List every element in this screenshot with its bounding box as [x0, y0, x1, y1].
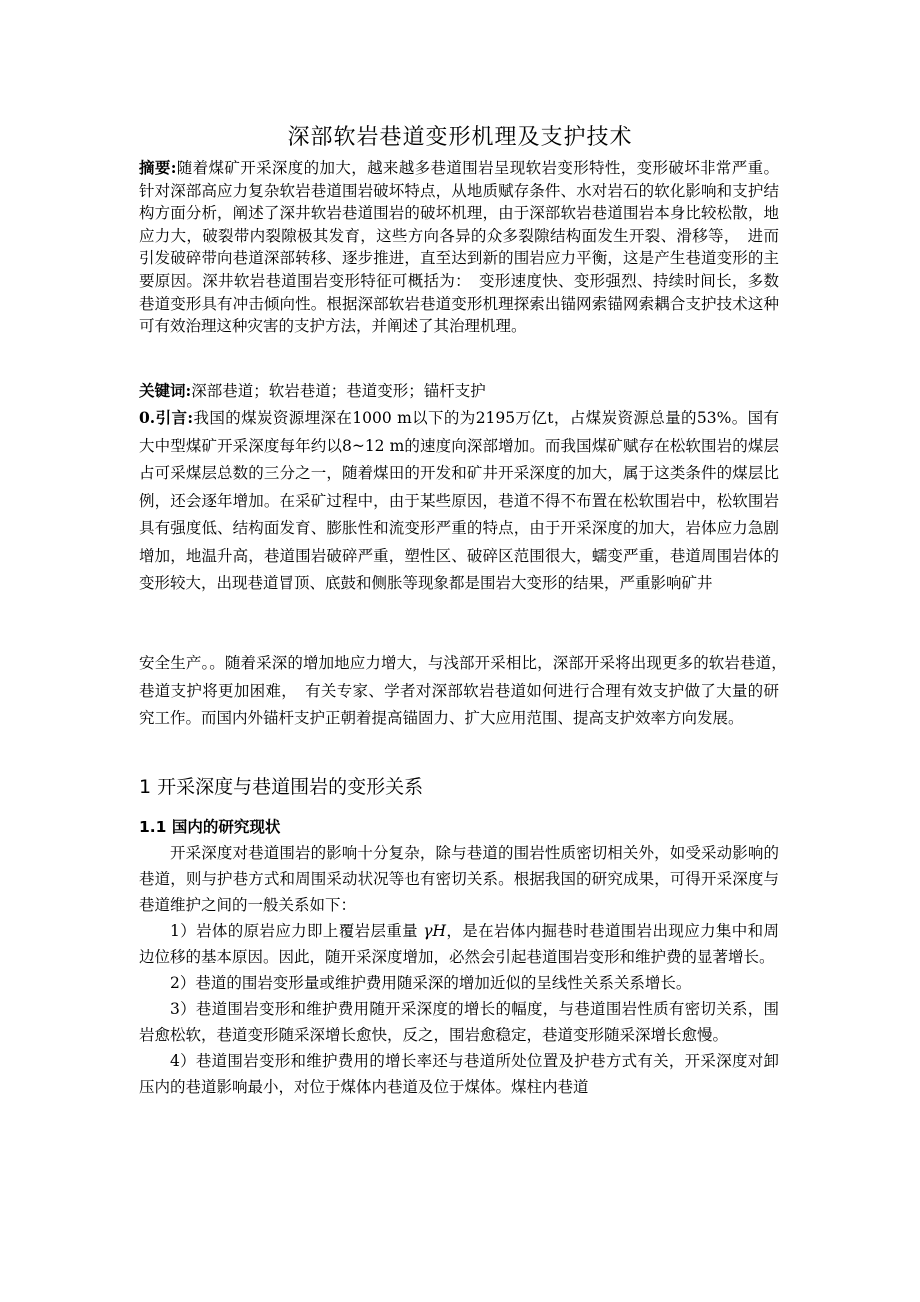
intro-text-part1: 我国的煤炭资源埋深在1000 m以下的为2195万亿t，占煤炭资源总量的53%。国有大中型煤矿开采深度每年约以8~12 m的速度向深部增加。而我国煤矿赋存在松软围岩的煤层占可采煤层总数的三分之一，随着煤田的开发和矿井开采深度的加大，属于这类条件的煤层比例，还会逐年增加。在采矿过程中，由于某些原因，巷道不得不布置在松软围岩中，松软围岩具有强度低、结构面发育、膨胀性和流变形严重的特点，由于开采深度的加大，岩体应力急剧增加，地温升高，巷道围岩破碎严重，塑性区、破碎区范围很大，蠕变严重，巷道周围岩体的变形较大，出现巷道冒顶、底鼓和侧胀等现象都是围岩大变形的结果，严重影响矿井 — [139, 409, 779, 592]
list-item-1 — [139, 918, 779, 970]
intro-label: 0.引言: — [139, 408, 194, 427]
document-title: 深部软岩巷道变形机理及支护技术 — [287, 125, 633, 150]
subsection-heading: 1.1 国内的研究现状 — [139, 818, 281, 836]
abstract-text: 随着煤矿开采深度的加大，越来越多巷道围岩呈现软岩变形特性，变形破坏非常严重。针对深部高应力复杂软岩巷道围岩破坏特点，从地质赋存条件、水对岩石的软化影响和支护结构方面分析，阐述了深井软岩巷道围岩的破坏机理，由于深部软岩巷道围岩本身比较松散，地应力大，破裂带内裂隙极其发育，这些方向各异的众多裂隙结构面发生开裂、滑移等， 进而引发破碎带向巷道深部转移、逐步推进，直至达到新的围岩应力平衡，这是产生巷道变形的主要原因。深井软岩巷道围岩变形特征可概括为： 变形速度快、变形强烈、持续时间长，多数巷道变形具有冲击倾向性。根据深部软岩巷道变形机理探索出锚网索锚网索耦合支护技术这种可有效治理这种灾害的支护方法，并阐述了其治理机理。 — [139, 159, 779, 336]
keywords — [139, 380, 779, 402]
section-body — [139, 840, 779, 1100]
list-item-3: 3）巷道围岩变形和维护费用随开采深度的增长的幅度，与巷道围岩性质有密切关系，围岩愈松软，巷道变形随采深增长愈快，反之，围岩愈稳定，巷道变形随采深增长愈慢。 — [139, 1000, 779, 1044]
body-paragraph: 开采深度对巷道围岩的影响十分复杂，除与巷道的围岩性质密切相关外，如受采动影响的巷道，则与护巷方式和周围采动状况等也有密切关系。根据我国的研究成果，可得开采深度与巷道维护之间的一般关系如下： — [139, 844, 779, 914]
section-heading: 1 开采深度与巷道围岩的变形关系 — [139, 776, 424, 798]
list-item-4: 4）巷道围岩变形和维护费用的增长率还与巷道所处位置及护巷方式有关，开采深度对卸压内的巷道影响最小，对位于煤体内巷道及位于煤体。煤柱内巷道 — [139, 1052, 779, 1096]
intro-text-part2: 安全生产。。随着采深的增加地应力增大，与浅部开采相比，深部开采将出现更多的软岩巷道， 巷道支护将更加困难， 有关专家、学者对深部软岩巷道如何进行合理有效支护做了大量的研究工作。而国内外锚杆支护正朝着提高锚固力、扩大应用范围、提高支护效率方向发展。 — [139, 654, 795, 727]
list-item-1-post: ，是在岩体内掘巷时巷道围岩出现应力集中和周边位移的基本原因。因此，随开采深度增加，必然会引起巷道围岩变形和维护费的显著增长。 — [139, 922, 779, 966]
keywords-label: 关键词: — [139, 381, 192, 400]
abstract-label: 摘要: — [139, 158, 177, 177]
formula-gamma-h: γH — [423, 922, 447, 940]
abstract — [139, 157, 779, 338]
introduction — [139, 404, 779, 598]
list-item-2: 2）巷道的围岩变形量或维护费用随采深的增加近似的呈线性关系关系增长。 — [170, 974, 692, 992]
keywords-text: 深部巷道；软岩巷道；巷道变形；锚杆支护 — [191, 382, 486, 400]
introduction-continued — [139, 650, 795, 733]
list-item-1-pre: 1）岩体的原岩应力即上覆岩层重量 — [170, 922, 424, 940]
